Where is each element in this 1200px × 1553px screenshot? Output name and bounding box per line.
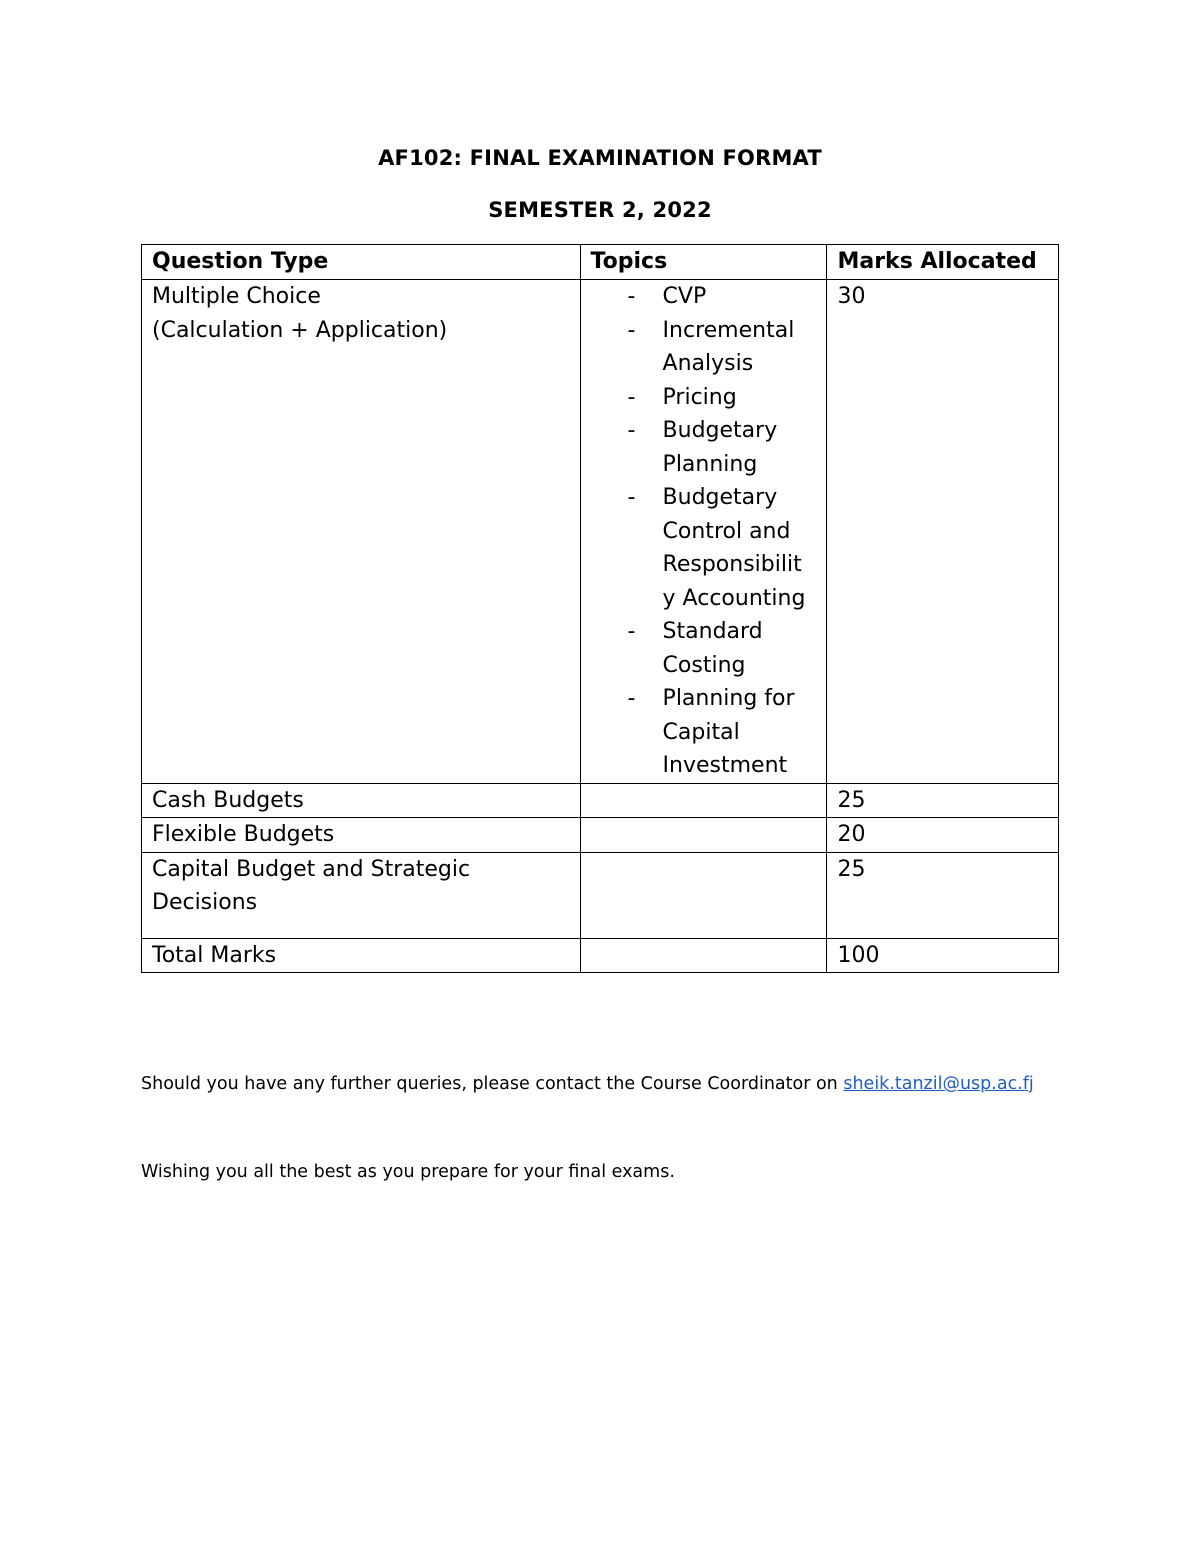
total-marks: 100 [827, 938, 1059, 973]
topic-item: - Incremental Analysis [591, 314, 817, 381]
question-type-cell: Flexible Budgets [142, 818, 581, 853]
table-row [142, 852, 1059, 938]
header-marks-allocated: Marks Allocated [827, 245, 1059, 280]
topics-cell [580, 783, 827, 818]
table-row [142, 818, 1059, 853]
topic-item: - CVP [591, 280, 817, 314]
question-type-cell [142, 852, 581, 938]
question-type-name: Multiple Choice [152, 284, 321, 309]
topic-item: - Pricing [591, 381, 817, 415]
table-row [142, 783, 1059, 818]
exam-format-table [141, 244, 1059, 973]
topics-cell [580, 852, 827, 938]
marks-cell: 25 [827, 783, 1059, 818]
topics-list [591, 280, 817, 783]
question-type-cell: Cash Budgets [142, 783, 581, 818]
marks-cell: 30 [827, 280, 1059, 784]
question-type-detail: (Calculation + Application) [152, 317, 448, 343]
topic-item: - Standard Costing [591, 615, 817, 682]
total-label: Total Marks [142, 938, 581, 973]
topic-item: - Budgetary Planning [591, 414, 817, 481]
topic-item: - Budgetary Control and Responsibilit y Accounting [591, 481, 817, 615]
marks-cell: 25 [827, 852, 1059, 938]
header-question-type: Question Type [142, 245, 581, 280]
header-topics: Topics [580, 245, 827, 280]
contact-note [141, 1074, 1034, 1094]
closing-note: Wishing you all the best as you prepare for your final exams. [141, 1162, 675, 1182]
document-subtitle: SEMESTER 2, 2022 [488, 198, 712, 222]
document-title: AF102: FINAL EXAMINATION FORMAT [378, 146, 822, 170]
table-header-row [142, 245, 1059, 280]
coordinator-email-link[interactable]: sheik.tanzil@usp.ac.fj [843, 1074, 1034, 1094]
total-row [142, 938, 1059, 973]
question-type-name: Capital Budget and Strategic Decisions [152, 856, 471, 915]
topics-cell [580, 280, 827, 784]
table-row [142, 280, 1059, 784]
topic-item: - Planning for Capital Investment [591, 682, 817, 783]
contact-text: Should you have any further queries, please contact the Course Coordinator on [141, 1074, 844, 1094]
topics-cell [580, 938, 827, 973]
topics-cell [580, 818, 827, 853]
question-type-cell [142, 280, 581, 784]
marks-cell: 20 [827, 818, 1059, 853]
